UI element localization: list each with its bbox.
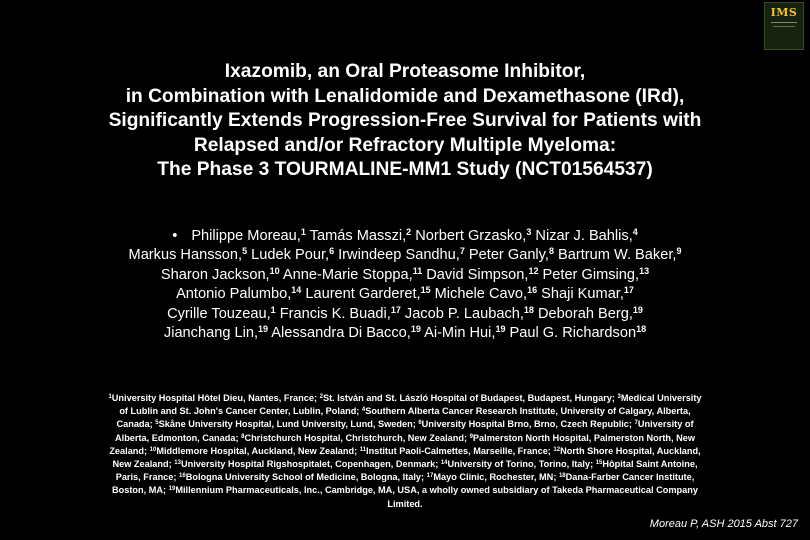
affiliation-number: 19	[168, 486, 176, 493]
affiliation-number: 18	[636, 324, 647, 335]
affiliation-number: 6	[329, 246, 335, 257]
affiliation-number: 13	[174, 460, 181, 467]
affiliation-text: University of	[637, 419, 694, 430]
affiliation-number: 5	[242, 246, 248, 257]
affiliation-text: University Hospital Rigshospitalet, Copenhagen, Denmark;	[180, 459, 441, 470]
affiliation-text: of Lublin and St. John's Cancer Center, Lublin, Poland;	[119, 406, 362, 417]
author-name: Nizar J. Bahlis,	[531, 228, 633, 244]
affiliation-text: Bologna University School of Medicine, Bologna, Italy;	[185, 472, 427, 483]
author-name: Jianchang Lin,	[163, 325, 259, 342]
slide-title	[0, 60, 810, 183]
author-list	[0, 227, 810, 343]
affiliation-number: 15	[420, 285, 431, 296]
affiliation-text: Boston, MA;	[112, 485, 169, 496]
author-name: Shaji Kumar,	[537, 286, 624, 303]
author-name: Bartrum W. Baker,	[553, 247, 677, 264]
affiliation-number: 8	[241, 433, 245, 440]
affiliation-number: 15	[595, 460, 603, 467]
affiliation-number: 1	[108, 394, 112, 400]
affiliation-number: 7	[634, 420, 638, 427]
affiliation-text: Alberta, Edmonton, Canada;	[115, 432, 242, 443]
author-name: Irwindeep Sandhu,	[334, 247, 460, 264]
title-line: The Phase 3 TOURMALINE-MM1 Study (NCT01564537)	[157, 159, 653, 180]
author-name: Tamás Masszi,	[305, 228, 407, 244]
affiliation-text: Christchurch Hospital, Christchurch, New Zealand;	[244, 432, 470, 443]
affiliation-number: 19	[258, 324, 269, 335]
affiliation-number: 2	[319, 394, 323, 400]
author-name: Philippe Moreau,	[191, 228, 301, 244]
affiliation-number: 16	[179, 473, 186, 480]
affiliation-line	[34, 432, 776, 445]
affiliation-line	[34, 445, 776, 458]
affiliation-number: 1	[270, 304, 276, 315]
logo-rule	[771, 22, 797, 23]
affiliation-number: 12	[528, 265, 539, 276]
author-name: Sharon Jackson,	[160, 266, 270, 283]
author-name: Ludek Pour,	[247, 247, 330, 264]
author-name: Ai-Min Hui,	[420, 325, 496, 342]
author-name: Anne-Marie Stoppa,	[279, 266, 413, 283]
affiliation-text: Medical University	[620, 393, 702, 403]
affiliation-text: St. István and St. László Hospital of Budapest, Budapest, Hungary;	[322, 393, 618, 403]
title-line: in Combination with Lenalidomide and Dexamethasone (IRd),	[125, 85, 685, 107]
affiliation-number: 17	[390, 304, 401, 315]
affiliation-text: Middlemore Hospital, Auckland, New Zealand;	[156, 445, 360, 456]
affiliation-number: 11	[359, 446, 367, 453]
author-line	[0, 324, 810, 343]
affiliation-text: Palmerston North Hospital, Palmerston North, New	[472, 432, 695, 443]
author-name: Alessandra Di Bacco,	[268, 325, 411, 342]
author-name: Markus Hansson,	[128, 247, 243, 264]
affiliation-number: 17	[623, 285, 634, 296]
author-name: Peter Gimsing,	[538, 266, 640, 283]
affiliation-number: 16	[527, 285, 538, 296]
affiliation-number: 10	[149, 446, 157, 453]
affiliation-text: Dana-Farber Cancer Institute,	[565, 472, 695, 483]
author-name: Cyrille Touzeau,	[167, 305, 271, 322]
affiliation-line	[34, 405, 776, 418]
affiliation-text: Canada;	[116, 419, 156, 430]
author-line	[0, 227, 810, 246]
affiliation-number: 5	[155, 420, 159, 427]
affiliation-text: University Hospital Brno, Brno, Czech Republic;	[421, 419, 635, 430]
affiliation-line	[34, 484, 776, 497]
affiliation-text: Zealand;	[109, 445, 150, 456]
affiliation-text: North Shore Hospital, Auckland,	[560, 445, 701, 456]
author-line	[0, 285, 810, 304]
affiliation-number: 1	[300, 227, 306, 237]
author-name: Francis K. Buadi,	[275, 305, 391, 322]
affiliation-text: Southern Alberta Cancer Research Institute, University of Calgary, Alberta,	[365, 406, 691, 417]
affiliation-number: 3	[617, 394, 621, 400]
affiliation-number: 18	[558, 473, 566, 480]
affiliation-number: 19	[495, 324, 506, 335]
author-name: Peter Ganly,	[464, 247, 549, 264]
bullet-icon: •	[172, 228, 178, 244]
affiliation-text: University Hospital Hôtel Dieu, Nantes, France;	[111, 393, 320, 403]
affiliation-text: Skåne University Hospital, Lund University, Lund, Sweden;	[158, 419, 419, 430]
logo-rule-2	[773, 26, 795, 27]
affiliation-line	[34, 392, 776, 405]
title-line: Relapsed and/or Refractory Multiple Myeloma:	[193, 134, 617, 156]
affiliation-number: 10	[269, 265, 280, 276]
affiliation-text: Mayo Clinic, Rochester, MN;	[433, 472, 559, 483]
affiliation-number: 7	[459, 246, 465, 257]
author-line	[0, 305, 810, 324]
affiliation-number: 4	[361, 407, 366, 414]
affiliation-line	[34, 498, 776, 511]
affiliation-number: 12	[553, 446, 561, 453]
author-line	[0, 266, 810, 285]
author-name: Antonio Palumbo,	[176, 286, 292, 303]
author-name: Jacob P. Laubach,	[400, 305, 524, 322]
author-name: David Simpson,	[422, 266, 529, 283]
affiliation-number: 14	[291, 285, 302, 296]
affiliation-number: 3	[526, 227, 532, 237]
author-line	[0, 246, 810, 265]
affiliation-number: 19	[632, 304, 643, 315]
affiliation-number: 18	[523, 304, 534, 315]
author-name: Paul G. Richardson	[505, 325, 637, 342]
affiliation-number: 9	[676, 246, 682, 257]
affiliation-text: Hôpital Saint Antoine,	[602, 459, 698, 470]
affiliation-text: Institut Paoli-Calmettes, Marseille, France;	[366, 445, 554, 456]
affiliation-number: 6	[418, 420, 422, 427]
affiliation-number: 19	[410, 324, 421, 335]
affiliation-text: Paris, France;	[115, 472, 180, 483]
affiliation-number: 17	[426, 473, 434, 480]
affiliation-number: 11	[412, 265, 423, 276]
affiliation-text: University of Torino, Torino, Italy;	[447, 459, 596, 470]
affiliation-line	[34, 418, 776, 431]
citation: Moreau P, ASH 2015 Abst 727	[649, 518, 798, 530]
ims-logo	[764, 2, 804, 50]
affiliation-number: 2	[406, 227, 412, 237]
author-name: Laurent Garderet,	[301, 286, 421, 303]
author-name: Norbert Grzasko,	[411, 228, 527, 244]
title-line: Significantly Extends Progression-Free Survival for Patients with	[108, 110, 702, 131]
affiliation-number: 14	[440, 460, 448, 467]
affiliation-text: New Zealand;	[112, 459, 175, 470]
logo-text: IMS	[770, 6, 798, 19]
affiliation-text: Limited.	[387, 498, 423, 509]
affiliation-number: 8	[548, 246, 554, 257]
affiliation-line	[34, 471, 776, 484]
affiliation-text: Millennium Pharmaceuticals, Inc., Cambridge, MA, USA, a wholly owned subsidiary of Takeda Pharmaceutical Company	[175, 485, 698, 496]
title-line: Ixazomib, an Oral Proteasome Inhibitor,	[224, 61, 586, 82]
affiliation-list	[34, 392, 776, 511]
author-name: Michele Cavo,	[430, 286, 528, 303]
affiliation-line	[34, 458, 776, 471]
affiliation-number: 4	[632, 227, 638, 237]
affiliation-number: 9	[469, 433, 473, 440]
affiliation-number: 13	[639, 265, 650, 276]
author-name: Deborah Berg,	[533, 305, 633, 322]
